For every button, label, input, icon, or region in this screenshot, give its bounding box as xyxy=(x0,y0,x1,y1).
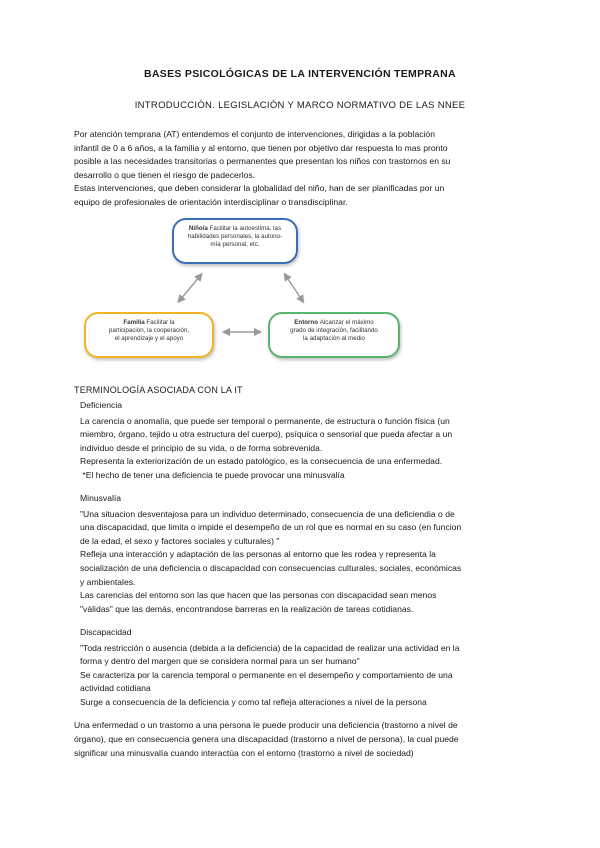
node-family-line: el aprendizaje y el apoyo xyxy=(114,335,184,342)
text-line: Se caracteriza por la carencia temporal o permanente en el desempeño y comportamiento de una xyxy=(80,669,453,680)
text-line: de la edad, el sexo y factores sociales y culturales) " xyxy=(80,535,280,546)
text-line: Una enfermedad o un trastorno a una persona le puede producir una deficiencia (trastorno a nivel de xyxy=(74,720,458,730)
node-environment-name: Entorno xyxy=(294,319,320,326)
node-environment-line: grado de integración, facilitando xyxy=(290,327,378,334)
text-line: "Toda restricción o ausencia (debida a la deficiencia) de la capacidad de realizar una actividad en la xyxy=(80,642,460,653)
text-line: "válidas" que las demás, encontrandose barreras en la realización de tareas cotidianas. xyxy=(80,603,414,614)
text-line: Refleja una interacción y adaptación de las personas al entorno que les rodea y representa la xyxy=(80,549,436,560)
text-line: significar una minusvalía cuando interactúa con el entorno (trastorno a nivel de sociedad) xyxy=(74,748,414,759)
node-family-line: Facilitar la xyxy=(146,319,175,326)
node-environment-line: Alcanzar el máximo xyxy=(319,319,374,326)
node-child-line: mía personal, etc. xyxy=(210,241,260,248)
node-environment xyxy=(268,312,400,358)
intro-paragraph xyxy=(74,128,524,210)
section-label: Deficiencia xyxy=(80,400,123,410)
arrow-child-environment xyxy=(286,276,302,300)
section-label: Minusvalía xyxy=(80,493,122,503)
page-title: BASES PSICOLÓGICAS DE LA INTERVENCIÓN TEMPRANA xyxy=(144,68,456,80)
text-line: una discapacidad, que limita o impide el desempeño de un rol que es normal en su caso (en funcion xyxy=(80,522,462,533)
text-line: individuo desde el principio de su vida, o de forma sobrevenida. xyxy=(80,442,323,453)
text-line: La carencia o anomalía, que puede ser temporal o permanente, de estructura o función física (un xyxy=(80,415,450,426)
node-family-line: participación, la cooperación, xyxy=(108,327,190,334)
text-line: Por atención temprana (AT) entendemos el conjunto de intervenciones, dirigidas a la población xyxy=(74,129,435,139)
text-line: equipo de profesionales de orientación interdisciplinar o transdisciplinar. xyxy=(74,196,348,207)
section-discapacidad xyxy=(80,626,530,710)
text-line: actividad cotidiana xyxy=(80,683,151,694)
closing-paragraph xyxy=(74,718,534,761)
node-child-name: Niño/a xyxy=(188,225,210,232)
section-minusvalia xyxy=(80,492,530,616)
node-environment-line: la adaptación al medio xyxy=(303,335,365,342)
text-line: Surge a consecuencia de la deficiencia y como tal refleja alteraciones a nivel de la persona xyxy=(80,696,427,707)
text-line: posible a las necesidades transitorias o permanentes que presentan los niños con trastornos en su xyxy=(74,156,451,167)
at-diagram xyxy=(80,212,440,370)
text-line: "Una situacion desventajosa para un individuo determinado, consecuencia de una deficiendia o de xyxy=(80,508,455,519)
node-family xyxy=(84,312,214,358)
text-line: y ambientales. xyxy=(80,576,136,587)
text-line: Las carencias del entorno son las que hacen que las personas con discapacidad sean menos xyxy=(80,590,437,601)
section-deficiencia xyxy=(80,399,530,483)
terminology-heading: TERMINOLOGÍA ASOCIADA CON LA IT xyxy=(74,385,243,395)
arrow-child-family xyxy=(180,276,200,300)
node-child-line: habilidades personales, la autono- xyxy=(187,233,283,240)
node-family-name: Familia xyxy=(123,319,147,326)
text-line: miembro, órgano, tejido u otra estructura del cuerpo), psíquica o sensorial que pueda afectar a un xyxy=(80,429,453,440)
node-child xyxy=(172,218,298,264)
text-line: socialización de una deficiencia o discapacidad con consecuencias culturales, sociales, económicas xyxy=(80,562,462,573)
text-line: infantil de 0 a 6 años, a la familia y al entorno, que tienen por objetivo dar respuesta lo mas pronto xyxy=(74,142,448,153)
text-line: forma y dentro del margen que se considera normal para un ser humano" xyxy=(80,656,360,667)
text-line: Estas intervenciones, que deben considerar la globalidad del niño, han de ser planificadas por un xyxy=(74,183,445,194)
text-line: *El hecho de tener una deficiencia te puede provocar una minusvalía xyxy=(80,469,345,480)
text-line: desarrollo o que tienen el riesgo de padecerlos. xyxy=(74,169,256,180)
section-label: Discapacidad xyxy=(80,627,132,637)
text-line: Representa la exteriorización de un estado patológico, es la consecuencia de una enfermedad. xyxy=(80,456,443,467)
page-subtitle: INTRODUCCIÓN. LEGISLACIÓN Y MARCO NORMATIVO DE LAS NNEE xyxy=(134,100,466,111)
text-line: órgano), que en consecuencia genera una discapacidad (trastorno a nivel de persona), la cual puede xyxy=(74,734,459,745)
node-child-line: Facilitar la autoestima, las xyxy=(209,225,282,232)
